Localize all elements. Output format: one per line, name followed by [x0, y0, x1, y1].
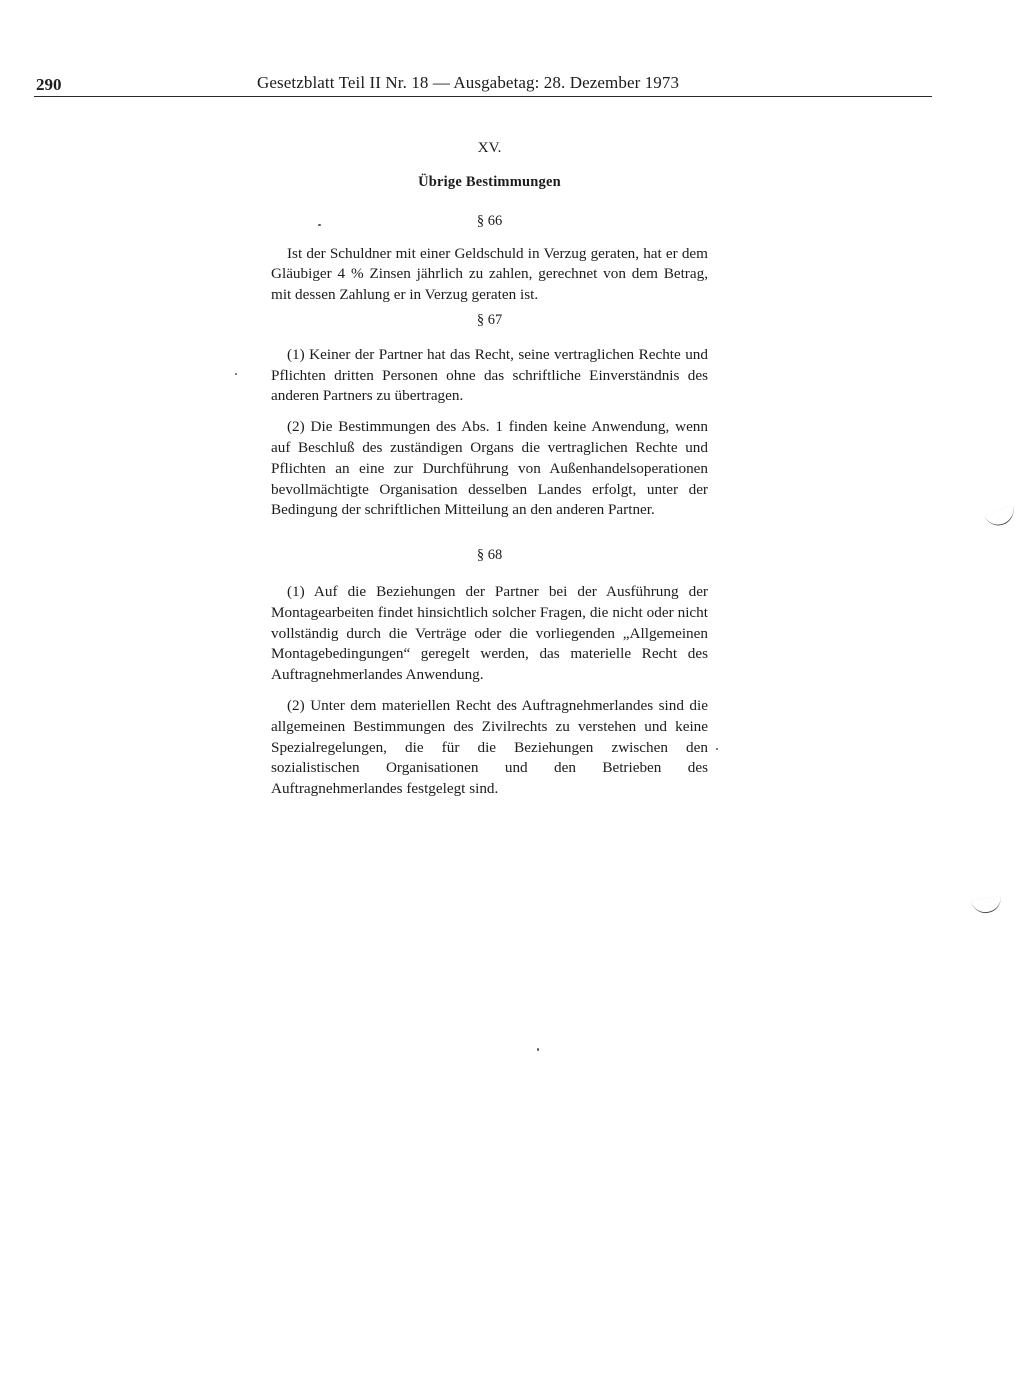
section-heading-68: § 68	[476, 547, 503, 564]
section-heading-67: § 67	[476, 311, 503, 328]
scan-speck	[716, 748, 718, 750]
scan-speck	[318, 224, 321, 226]
page-number: 290	[36, 75, 62, 94]
scan-speck	[537, 1048, 539, 1051]
header-rule	[34, 96, 932, 97]
section-68-paragraph-2: (2) Unter dem materiellen Recht des Auftragnehmerlandes sind die allgemeinen Bestimmungen des Zivilrechts zu verstehen und keine Spezialregelungen, die für die Beziehungen zwischen den sozialistischen Organisationen und den Betrieben des Auftragnehmerlandes festgelegt sind.	[271, 696, 708, 798]
section-heading-66: § 66	[476, 212, 503, 229]
section-66-paragraph: Ist der Schuldner mit einer Geldschuld in Verzug geraten, hat er dem Gläubiger 4 % Zinsen jährlich zu zahlen, gerechnet von dem Betrag, mit dessen Zahlung er in Verzug geraten ist.	[271, 244, 708, 304]
section-67-paragraph-2: (2) Die Bestimmungen des Abs. 1 finden keine Anwendung, wenn auf Beschluß des zuständigen Organs die vertraglichen Rechte und Pflichten an eine zur Durchführung von Außenhandelsoperationen bevollmächtigte Organisation desselben Landes erfolgt, unter der Bedingung der schriftlichen Mitteilung an den anderen Partner.	[271, 418, 708, 519]
scan-speck	[235, 373, 237, 375]
chapter-title: Übrige Bestimmungen	[418, 174, 561, 190]
margin-mark	[971, 896, 1003, 916]
section-68-paragraph-1: (1) Auf die Beziehungen der Partner bei der Ausführung der Montagearbeiten findet hinsichtlich solcher Fragen, die nicht oder nicht vollständig durch die Verträge oder die vorliegenden „Allgemeinen Montagebedingungen“ geregelt werden, das materielle Recht des Auftragnehmerlandes Anwendung.	[271, 582, 708, 684]
margin-mark	[984, 505, 1017, 529]
section-67-paragraph-1: (1) Keiner der Partner hat das Recht, seine vertraglichen Rechte und Pflichten dritten Personen ohne das schriftliche Einverständnis des anderen Partners zu übertragen.	[271, 345, 708, 405]
chapter-number: XV.	[477, 139, 502, 156]
running-header: Gesetzblatt Teil II Nr. 18 — Ausgabetag: 28. Dezember 1973	[257, 73, 680, 92]
document-body	[271, 138, 708, 800]
